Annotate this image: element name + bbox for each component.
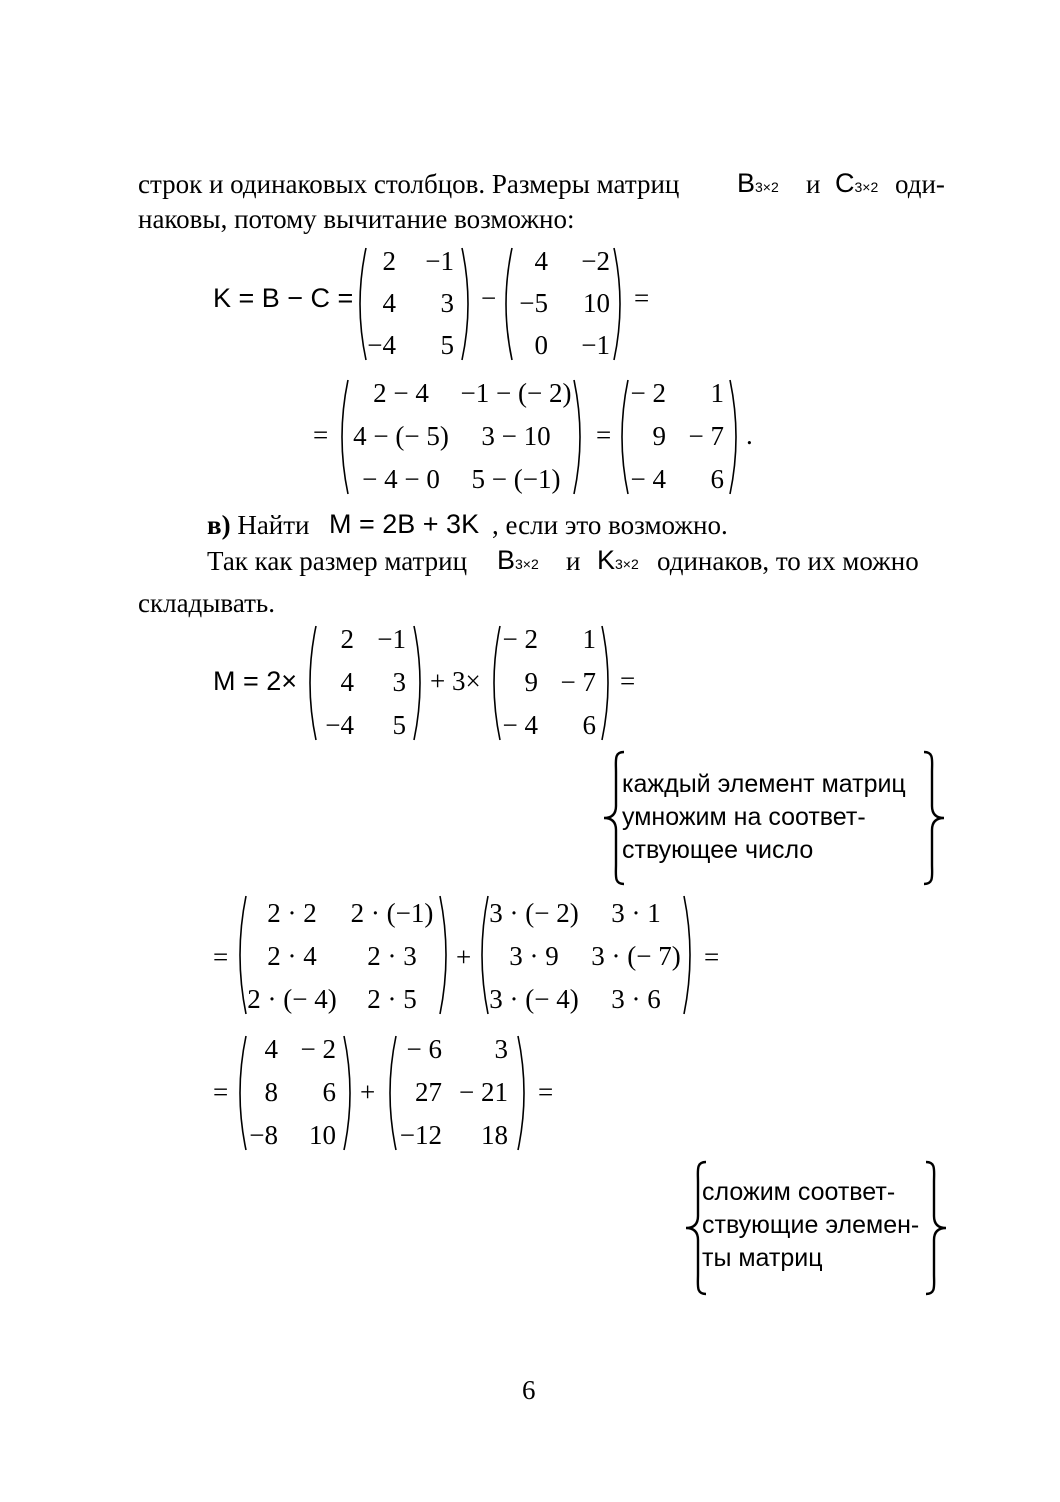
part-v-line bbox=[207, 509, 310, 541]
matrix-diff-cell: − 4 − 0 bbox=[362, 464, 440, 494]
para2-b-dim: 3×2 bbox=[515, 556, 539, 572]
matrix-m2-q-cell: 3 · 1 bbox=[611, 898, 661, 928]
matrix-m-k-cell: 6 bbox=[582, 710, 596, 740]
matrix-b-cell: −1 bbox=[425, 246, 454, 276]
eq-m-plus: + 3× bbox=[430, 666, 481, 696]
part-v-text-b: , если это возможно. bbox=[492, 510, 728, 540]
matrix-m-b-cell: 4 bbox=[340, 667, 354, 697]
matrix-m2-p-cell: 2 · (− 4) bbox=[247, 984, 337, 1014]
matrix-c bbox=[498, 244, 628, 364]
para2-text-c: одинаков, то их можно bbox=[657, 546, 919, 576]
intro-and: и bbox=[806, 169, 821, 199]
eq-k-lhs: K = B − C = bbox=[213, 283, 354, 313]
matrix-m2-q bbox=[474, 892, 698, 1018]
para2-k-letter: K bbox=[597, 545, 616, 575]
matrix-m-k-cell: 9 bbox=[524, 667, 538, 697]
matrix-b-cell: −4 bbox=[367, 330, 396, 360]
matrix-diff-cell: 3 − 10 bbox=[481, 421, 551, 451]
part-v-formula: M = 2B + 3K bbox=[329, 509, 480, 539]
matrix-m2-p-cell: 2 · 3 bbox=[367, 941, 417, 971]
eq-m2-plus: + bbox=[456, 942, 472, 972]
note-multiply bbox=[600, 748, 950, 888]
eq-k-minus: − bbox=[481, 283, 497, 313]
matrix-m2-p-cell: 2 · 4 bbox=[267, 941, 317, 971]
para2-k-size-label bbox=[597, 545, 639, 576]
para2-line-2: складывать. bbox=[138, 588, 275, 618]
matrix-m3-r-cell: −8 bbox=[249, 1120, 278, 1150]
eq-m-equals: = bbox=[620, 666, 636, 696]
matrix-k-cell: − 4 bbox=[630, 464, 666, 494]
matrix-m-k-cell: − 7 bbox=[560, 667, 596, 697]
matrix-b-cell: 3 bbox=[440, 288, 454, 318]
part-v-label: в) bbox=[207, 510, 231, 540]
para2-and: и bbox=[566, 546, 581, 576]
eq-m3-equals: = bbox=[213, 1077, 229, 1107]
para2-text-a: Так как размер матриц bbox=[207, 546, 468, 576]
note-multiply-line-2: умножим на соответ- bbox=[622, 803, 866, 831]
eq-k2-equals: = bbox=[313, 420, 329, 450]
matrix-m2-q-cell: 3 · (− 2) bbox=[489, 898, 579, 928]
matrix-k-cell: − 2 bbox=[630, 378, 666, 408]
matrix-m-k-cell: − 2 bbox=[502, 624, 538, 654]
matrix-diff-cell: 2 − 4 bbox=[373, 378, 429, 408]
matrix-b-letter: B bbox=[737, 168, 756, 198]
matrix-k-cell: 6 bbox=[710, 464, 724, 494]
matrix-b-cell: 4 bbox=[382, 288, 396, 318]
matrix-b-cell: 2 bbox=[382, 246, 396, 276]
matrix-m2-q-cell: 3 · 9 bbox=[509, 941, 559, 971]
matrix-m3-s-cell: −12 bbox=[399, 1120, 442, 1150]
matrix-k-cell: 1 bbox=[710, 378, 724, 408]
note-add-line-1: сложим соответ- bbox=[702, 1178, 896, 1206]
matrix-m2-p-cell: 2 · 2 bbox=[267, 898, 317, 928]
note-add-line-2: ствующие элемен- bbox=[702, 1211, 920, 1239]
matrix-c-cell: 10 bbox=[583, 288, 610, 318]
matrix-c-size-label bbox=[835, 168, 878, 199]
intro-line-1 bbox=[138, 168, 679, 200]
intro-text-c: оди- bbox=[895, 169, 945, 199]
matrix-c-cell: 4 bbox=[534, 246, 548, 276]
matrix-m-b-cell: −4 bbox=[325, 710, 354, 740]
matrix-m-b-cell: 2 bbox=[340, 624, 354, 654]
matrix-m-k-cell: 1 bbox=[582, 624, 596, 654]
matrix-m-b-cell: 3 bbox=[392, 667, 406, 697]
matrix-m-b bbox=[302, 622, 428, 744]
para2-k-dim: 3×2 bbox=[615, 556, 639, 572]
matrix-m2-q-cell: 3 · (− 7) bbox=[591, 941, 681, 971]
matrix-k bbox=[614, 376, 744, 498]
matrix-diff-cell: 5 − (−1) bbox=[471, 464, 561, 494]
matrix-m-b-cell: 5 bbox=[392, 710, 406, 740]
note-add-line-3: ты матриц bbox=[702, 1244, 823, 1272]
matrix-m3-s-cell: 3 bbox=[494, 1034, 508, 1064]
matrix-m2-p-cell: 2 · 5 bbox=[367, 984, 417, 1014]
eq-m2-equals-2: = bbox=[704, 942, 720, 972]
matrix-c-letter: C bbox=[835, 168, 855, 198]
para2-b-size-label bbox=[497, 545, 539, 576]
matrix-m3-r-cell: 4 bbox=[264, 1034, 278, 1064]
matrix-m-b-cell: −1 bbox=[377, 624, 406, 654]
matrix-b-cell: 5 bbox=[440, 330, 454, 360]
page-number: 6 bbox=[522, 1375, 536, 1405]
matrix-m3-r bbox=[232, 1032, 358, 1154]
matrix-b bbox=[352, 244, 476, 364]
eq-m3-plus: + bbox=[360, 1077, 376, 1107]
para2-b-letter: B bbox=[497, 545, 516, 575]
matrix-m3-r-cell: − 2 bbox=[300, 1034, 336, 1064]
matrix-b-dim: 3×2 bbox=[755, 179, 779, 195]
matrix-b-size-label bbox=[737, 168, 779, 199]
matrix-m2-q-cell: 3 · (− 4) bbox=[489, 984, 579, 1014]
matrix-diff-cell: −1 − (− 2) bbox=[460, 378, 572, 408]
eq-k2-period: . bbox=[746, 420, 753, 450]
matrix-m3-s bbox=[382, 1032, 532, 1154]
matrix-c-cell: −2 bbox=[581, 246, 610, 276]
matrix-m2-q-cell: 3 · 6 bbox=[611, 984, 661, 1014]
part-v-text-a: Найти bbox=[237, 510, 310, 540]
matrix-m3-s-cell: − 21 bbox=[459, 1077, 508, 1107]
eq-m2-equals: = bbox=[213, 942, 229, 972]
matrix-m3-s-cell: 18 bbox=[481, 1120, 508, 1150]
eq-k2-equals-2: = bbox=[596, 420, 612, 450]
intro-text-a: строк и одинаковых столбцов. Размеры матриц bbox=[138, 169, 680, 199]
matrix-k-cell: 9 bbox=[652, 421, 666, 451]
matrix-c-cell: −5 bbox=[519, 288, 548, 318]
matrix-m2-p bbox=[232, 892, 454, 1018]
matrix-m2-p-cell: 2 · (−1) bbox=[350, 898, 434, 928]
matrix-c-cell: 0 bbox=[534, 330, 548, 360]
matrix-m3-s-cell: 27 bbox=[415, 1077, 442, 1107]
eq-k-equals: = bbox=[634, 283, 650, 313]
note-multiply-line-1: каждый элемент матриц bbox=[622, 770, 906, 798]
matrix-m3-s-cell: − 6 bbox=[406, 1034, 442, 1064]
matrix-diff-cell: 4 − (− 5) bbox=[353, 421, 449, 451]
note-add bbox=[682, 1158, 952, 1298]
matrix-c-dim: 3×2 bbox=[854, 179, 879, 195]
intro-line-2: наковы, потому вычитание возможно: bbox=[138, 204, 575, 234]
matrix-m3-r-cell: 6 bbox=[322, 1077, 336, 1107]
matrix-diff bbox=[334, 376, 588, 498]
matrix-c-cell: −1 bbox=[581, 330, 610, 360]
matrix-m-k-cell: − 4 bbox=[502, 710, 538, 740]
matrix-k-cell: − 7 bbox=[688, 421, 724, 451]
matrix-m-k bbox=[486, 622, 616, 744]
matrix-m3-r-cell: 10 bbox=[309, 1120, 336, 1150]
eq-m3-equals-2: = bbox=[538, 1077, 554, 1107]
note-multiply-line-3: ствующее число bbox=[622, 836, 814, 864]
eq-m-lhs: M = 2× bbox=[213, 666, 298, 696]
matrix-m3-r-cell: 8 bbox=[264, 1077, 278, 1107]
